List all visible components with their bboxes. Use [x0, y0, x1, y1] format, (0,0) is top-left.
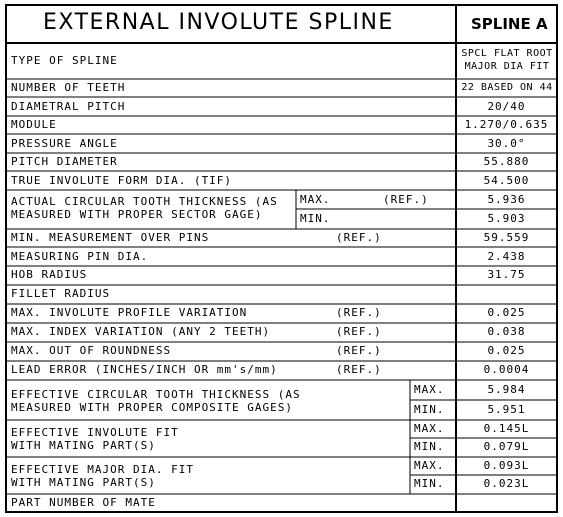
diametral-pitch-value: 20/40 [487, 100, 526, 113]
effective-major-fit-min-value: 0.023L [483, 477, 530, 490]
lead-error-ref: (REF.) [336, 363, 382, 376]
index-variation-ref: (REF.) [336, 325, 382, 338]
out-of-roundness-value: 0.025 [487, 344, 526, 357]
actual-thickness-ref: (REF.) [383, 193, 429, 206]
number-of-teeth-label: NUMBER OF TEETH [11, 81, 126, 94]
actual-thickness-label-line1: ACTUAL CIRCULAR TOOTH THICKNESS (AS [11, 195, 278, 208]
table-title: EXTERNAL INVOLUTE SPLINE [43, 10, 394, 35]
effective-thickness-label-line2: MEASURED WITH PROPER COMPOSITE GAGES) [11, 401, 294, 414]
spline-designation: SPLINE A [471, 15, 548, 33]
actual-thickness-min-value: 5.903 [487, 212, 526, 225]
effective-major-fit-label-line1: EFFECTIVE MAJOR DIA. FIT [11, 463, 194, 476]
index-variation-value: 0.038 [487, 325, 526, 338]
effective-major-fit-max-value: 0.093L [483, 459, 530, 472]
type-of-spline-value-line1: SPCL FLAT ROOT [461, 48, 553, 59]
spline-data-table [5, 4, 558, 513]
effective-thickness-min-label: MIN. [414, 403, 445, 416]
effective-major-fit-min-label: MIN. [414, 477, 445, 490]
effective-involute-fit-min-value: 0.079L [483, 440, 530, 453]
lead-error-value: 0.0004 [483, 363, 530, 376]
pin-dia-value: 2.438 [487, 250, 526, 263]
effective-thickness-min-value: 5.951 [487, 403, 526, 416]
effective-major-fit-label-line2: WITH MATING PART(S) [11, 476, 156, 489]
fillet-radius-label: FILLET RADIUS [11, 287, 111, 300]
actual-thickness-max-label: MAX. [300, 193, 331, 206]
module-label: MODULE [11, 118, 57, 131]
actual-thickness-label-line2: MEASURED WITH PROPER SECTOR GAGE) [11, 208, 263, 221]
profile-variation-label: MAX. INVOLUTE PROFILE VARIATION [11, 306, 248, 319]
actual-thickness-max-value: 5.936 [487, 193, 526, 206]
effective-involute-fit-max-label: MAX. [414, 422, 445, 435]
pin-dia-label: MEASURING PIN DIA. [11, 250, 149, 263]
pitch-diameter-value: 55.880 [483, 155, 530, 168]
type-of-spline-label: TYPE OF SPLINE [11, 54, 118, 67]
out-of-roundness-label: MAX. OUT OF ROUNDNESS [11, 344, 172, 357]
out-of-roundness-ref: (REF.) [336, 344, 382, 357]
effective-involute-fit-label-line1: EFFECTIVE INVOLUTE FIT [11, 426, 179, 439]
number-of-teeth-value: 22 BASED ON 44 [461, 82, 553, 93]
effective-major-fit-max-label: MAX. [414, 459, 445, 472]
effective-thickness-max-label: MAX. [414, 383, 445, 396]
diametral-pitch-label: DIAMETRAL PITCH [11, 100, 126, 113]
pressure-angle-value: 30.0° [487, 137, 526, 150]
pressure-angle-label: PRESSURE ANGLE [11, 137, 118, 150]
effective-thickness-label-line1: EFFECTIVE CIRCULAR TOOTH THICKNESS (AS [11, 388, 301, 401]
pins-measurement-value: 59.559 [483, 231, 530, 244]
lead-error-label: LEAD ERROR (INCHES/INCH OR mm's/mm) [11, 363, 278, 376]
profile-variation-ref: (REF.) [336, 306, 382, 319]
effective-thickness-max-value: 5.984 [487, 383, 526, 396]
part-number-mate-label: PART NUMBER OF MATE [11, 496, 156, 509]
tif-value: 54.500 [483, 174, 530, 187]
pitch-diameter-label: PITCH DIAMETER [11, 155, 118, 168]
profile-variation-value: 0.025 [487, 306, 526, 319]
effective-involute-fit-max-value: 0.145L [483, 422, 530, 435]
effective-involute-fit-label-line2: WITH MATING PART(S) [11, 439, 156, 452]
index-variation-label: MAX. INDEX VARIATION (ANY 2 TEETH) [11, 325, 271, 338]
pins-measurement-ref: (REF.) [336, 231, 382, 244]
hob-radius-value: 31.75 [487, 268, 526, 281]
pins-measurement-label: MIN. MEASUREMENT OVER PINS [11, 231, 210, 244]
tif-label: TRUE INVOLUTE FORM DIA. (TIF) [11, 174, 233, 187]
type-of-spline-value-line2: MAJOR DIA FIT [464, 61, 550, 72]
actual-thickness-min-label: MIN. [300, 212, 331, 225]
module-value: 1.270/0.635 [464, 118, 549, 131]
hob-radius-label: HOB RADIUS [11, 268, 88, 281]
effective-involute-fit-min-label: MIN. [414, 440, 445, 453]
